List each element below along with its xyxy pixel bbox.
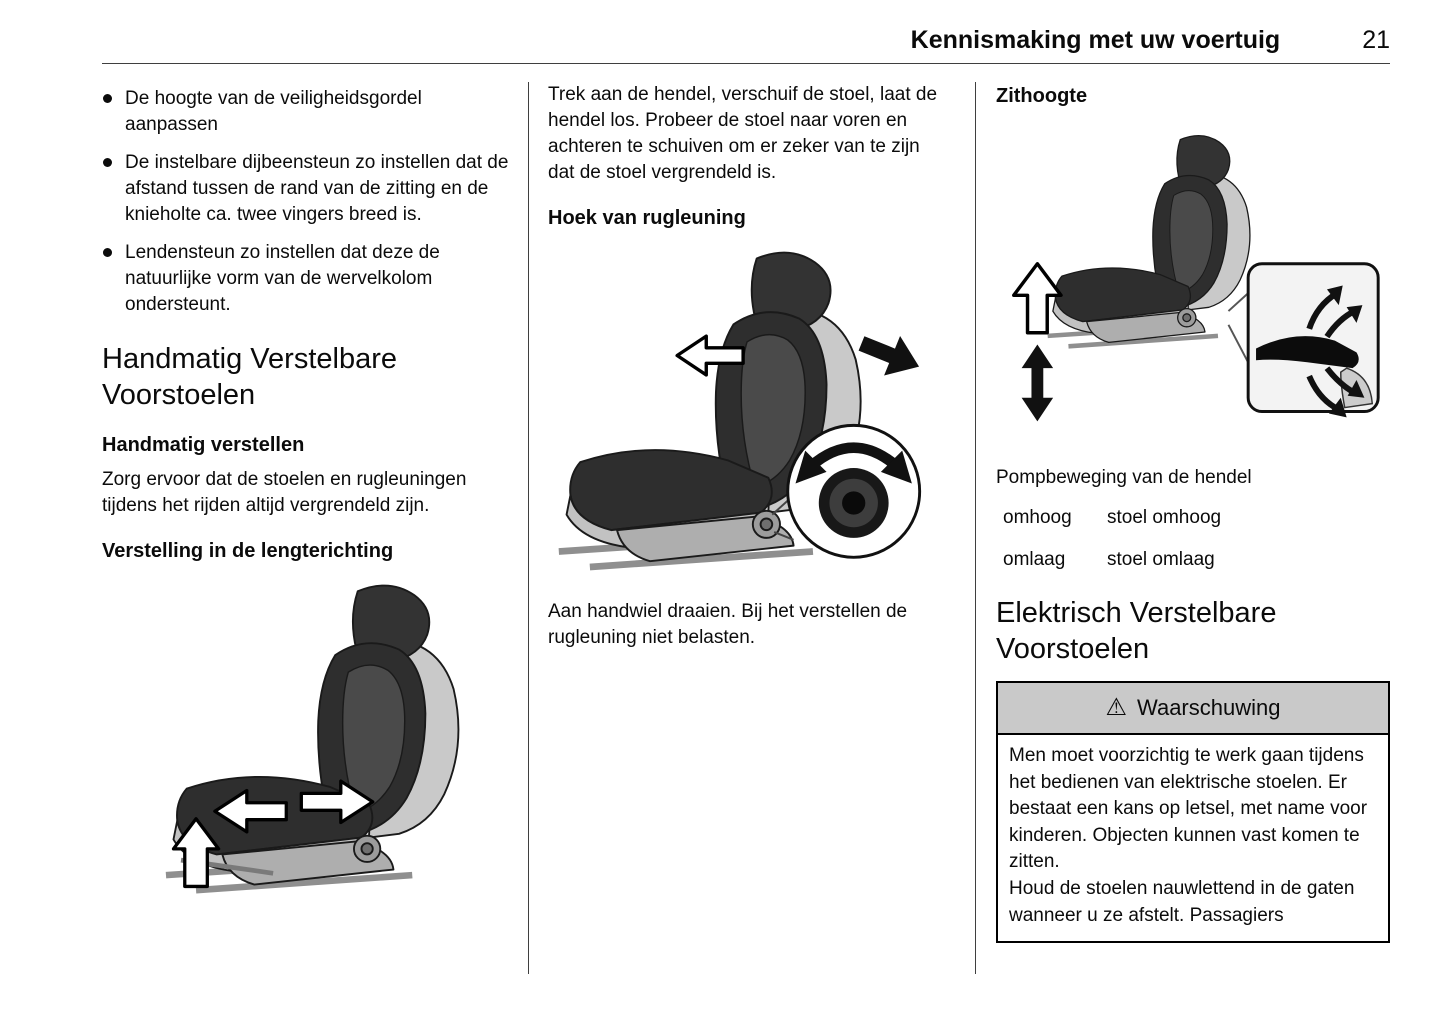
figure-backrest-angle [548, 243, 945, 583]
warning-text: Men moet voorzichtig te werk gaan tijdens het bedienen van elektrische stoelen. Er bestaat een kans op letsel, met name voor kinderen. Objecten kunnen vast komen te zitten. [1009, 745, 1368, 873]
bullet-text: De instelbare dijbeensteun zo instellen dat de afstand tussen de rand van de zitting en de knieholte ca. twee vingers breed is. [125, 152, 509, 226]
paragraph: Trek aan de hendel, verschuif de stoel, laat de hendel los. Probeer de stoel naar voren en achteren te schuiven om er zeker van te zijn dat de stoel vergrendeld is. [548, 84, 938, 184]
content-columns [102, 82, 1390, 974]
section-heading-power-seats: Elektrisch Verstelbare Voorstoelen [996, 597, 1277, 665]
page-header-title: Kennismaking met uw voertuig [910, 26, 1281, 54]
lever-description: stoel omhoog [1107, 506, 1222, 528]
warning-body [998, 735, 1388, 941]
paragraph: Pompbeweging van de hendel [996, 466, 1252, 488]
figure-seat-longitudinal [102, 580, 510, 900]
column-divider [528, 82, 529, 974]
column-middle [548, 82, 945, 974]
list-item [102, 150, 510, 228]
seat-longitudinal-illustration [134, 580, 510, 900]
lever-term: omhoog [1003, 506, 1072, 528]
column-right [996, 82, 1390, 974]
column-left [102, 82, 510, 974]
handwheel-inset [787, 425, 919, 557]
seat-up-arrow-icon [1014, 264, 1061, 333]
paragraph: Zorg ervoor dat de stoelen en rugleuningen tijdens het rijden altijd vergrendeld zijn. [102, 468, 467, 516]
bullet-icon [103, 158, 112, 167]
page-number: 21 [1362, 26, 1390, 54]
tilt-backward-arrow-icon [853, 324, 927, 387]
subheading-backrest-angle: Hoek van rugleuning [548, 207, 746, 230]
backrest-angle-illustration [553, 243, 941, 583]
list-item [102, 240, 510, 318]
figure-seat-height [996, 118, 1390, 453]
page-header [102, 26, 1390, 64]
up-down-arrow-icon [1022, 345, 1054, 422]
warning-title: Waarschuwing [1137, 695, 1281, 721]
subheading-manual-adjust: Handmatig verstellen [102, 433, 305, 456]
warning-text: Houd de stoelen nauwlettend in de gaten wanneer u ze afstelt. Passagiers [1009, 878, 1355, 926]
lever-term: omlaag [1003, 548, 1066, 570]
lever-description: stoel omlaag [1107, 548, 1215, 570]
bullet-icon [103, 248, 112, 257]
section-heading-manual-seats: Handmatig Verstelbare Voorstoelen [102, 343, 397, 411]
list-item [102, 86, 510, 138]
bullet-text: De hoogte van de veiligheidsgordel aanpassen [125, 88, 422, 136]
bullet-text: Lendensteun zo instellen dat deze de natuurlijke vorm van de wervelkolom ondersteunt. [125, 242, 440, 316]
warning-header [998, 683, 1388, 735]
subheading-longitudinal: Verstelling in de lengterichting [102, 539, 394, 562]
seat-adjustment-bullet-list [102, 86, 510, 318]
seat-height-illustration [996, 118, 1390, 453]
paragraph: Aan handwiel draaien. Bij het verstellen de rugleuning niet belasten. [548, 600, 908, 648]
column-divider [975, 82, 976, 974]
warning-box [996, 681, 1390, 943]
warning-icon: ⚠ [1105, 694, 1128, 722]
bullet-icon [103, 94, 112, 103]
lever-action-row [996, 548, 1390, 573]
subheading-seat-height: Zithoogte [996, 85, 1088, 107]
lever-action-row [996, 506, 1390, 531]
pump-lever-inset [1248, 264, 1378, 418]
